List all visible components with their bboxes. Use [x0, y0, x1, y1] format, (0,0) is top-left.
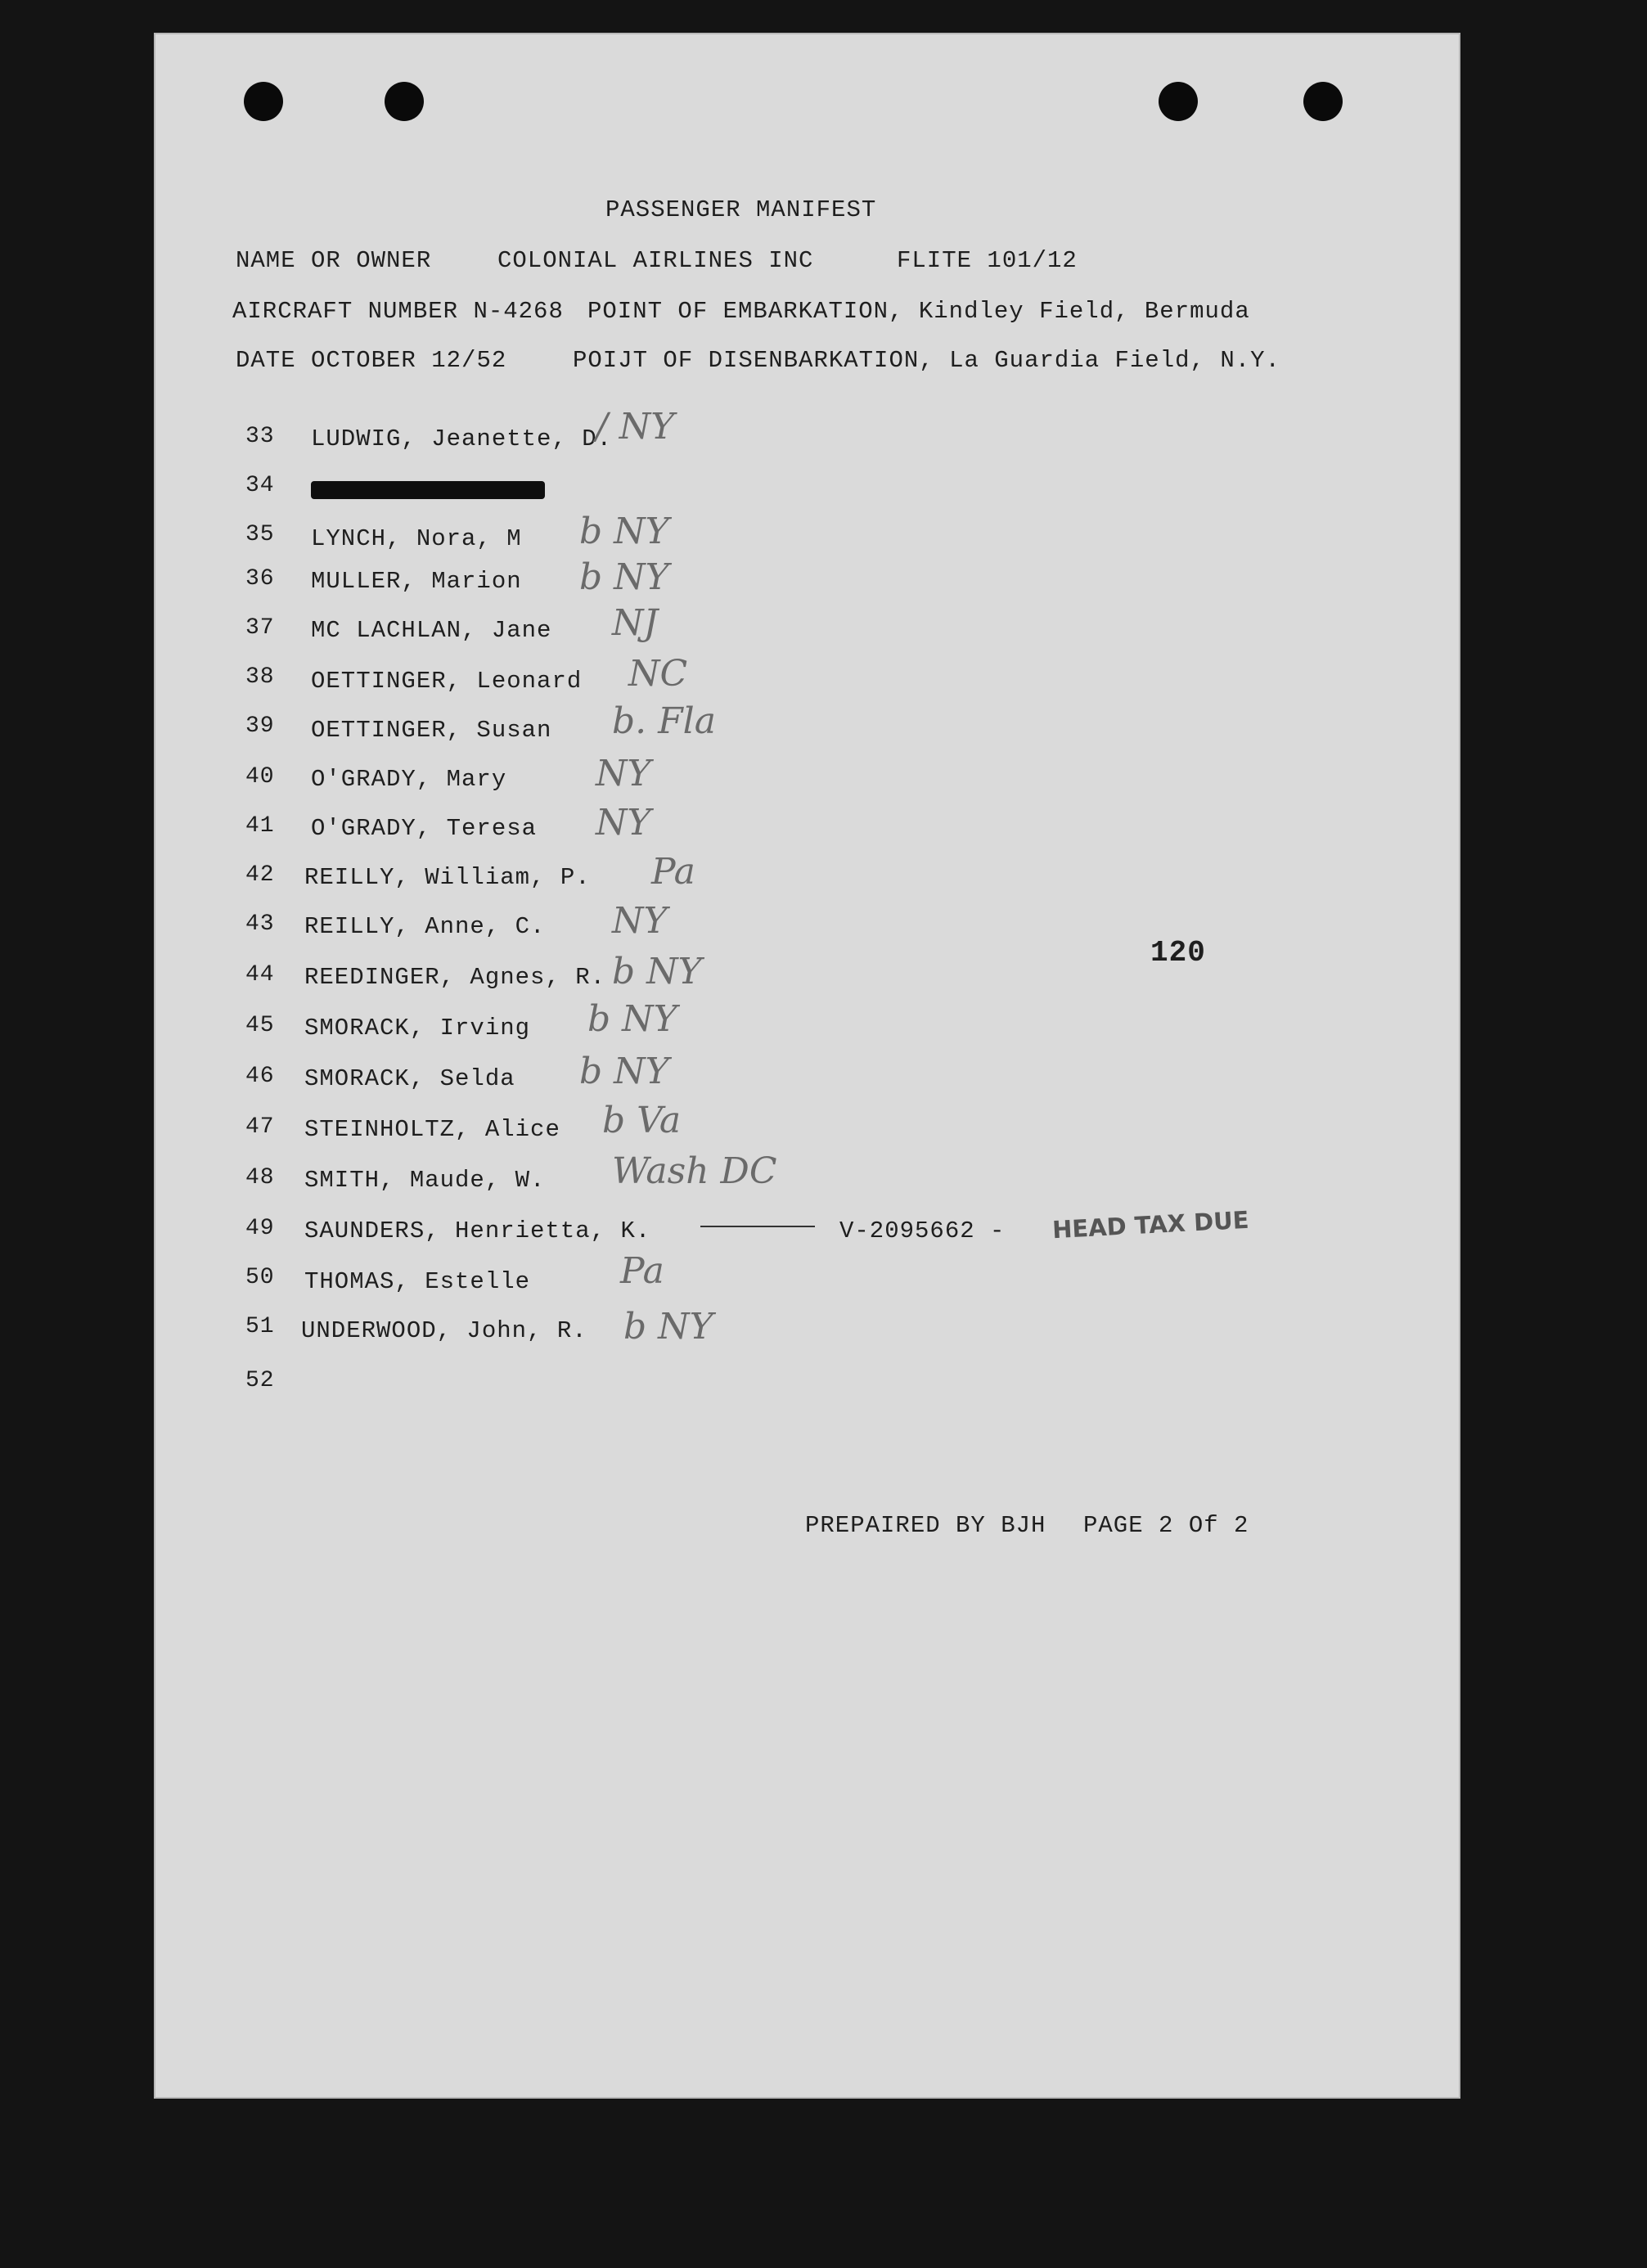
- handwritten-note: / NY: [596, 406, 675, 448]
- passenger-name: OETTINGER, Leonard: [311, 668, 583, 695]
- handwritten-note: NY: [596, 802, 651, 844]
- handwritten-note: b NY: [612, 951, 702, 992]
- row-number: 44: [245, 962, 275, 988]
- passenger-name: O'GRADY, Teresa: [311, 815, 538, 842]
- passenger-name: LUDWIG, Jeanette, D.: [311, 425, 613, 452]
- row-number: 34: [245, 473, 275, 498]
- row-number: 41: [245, 813, 275, 839]
- handwritten-note: NY: [596, 753, 651, 794]
- page-mark: 120: [1150, 936, 1206, 970]
- handwritten-note: Wash DC: [612, 1150, 777, 1192]
- passenger-name: REILLY, William, P.: [304, 864, 591, 891]
- row-number: 50: [245, 1265, 275, 1290]
- handwritten-note: b NY: [579, 556, 669, 598]
- prepared-by: PREPAIRED BY BJH: [805, 1512, 1046, 1539]
- passenger-name: LYNCH, Nora, M: [311, 525, 522, 552]
- row-number: 51: [245, 1314, 275, 1339]
- handwritten-note: NC: [628, 653, 688, 695]
- passenger-name: SMORACK, Irving: [304, 1015, 531, 1042]
- handwritten-note: b NY: [623, 1306, 713, 1348]
- manifest-sheet: [154, 33, 1460, 2099]
- flight-number: FLITE 101/12: [897, 247, 1078, 274]
- passenger-name: THOMAS, Estelle: [304, 1268, 531, 1295]
- aircraft-number: AIRCRAFT NUMBER N-4268: [232, 298, 564, 325]
- underline-rule: [700, 1226, 815, 1227]
- handwritten-note: b NY: [579, 511, 669, 552]
- handwritten-note: Pa: [651, 851, 695, 893]
- row-number: 38: [245, 664, 275, 690]
- row-number: 33: [245, 424, 275, 449]
- owner-label: NAME OR OWNER: [236, 247, 432, 274]
- passenger-name: STEINHOLTZ, Alice: [304, 1116, 560, 1143]
- handwritten-note: b NY: [587, 998, 677, 1040]
- handwritten-note: NY: [612, 900, 668, 942]
- passenger-name: SAUNDERS, Henrietta, K.: [304, 1217, 651, 1244]
- page-count: PAGE 2 Of 2: [1083, 1512, 1249, 1539]
- passenger-name: MC LACHLAN, Jane: [311, 617, 552, 644]
- embarkation: POINT OF EMBARKATION, Kindley Field, Bermuda: [587, 298, 1250, 325]
- passenger-name: SMITH, Maude, W.: [304, 1167, 546, 1194]
- row-number: 35: [245, 522, 275, 547]
- punch-hole: [385, 82, 424, 121]
- passenger-name: O'GRADY, Mary: [311, 766, 507, 793]
- passenger-name: OETTINGER, Susan: [311, 717, 552, 744]
- row-number: 40: [245, 764, 275, 790]
- row-number: 49: [245, 1216, 275, 1241]
- row-number: 42: [245, 862, 275, 888]
- passenger-name: MULLER, Marion: [311, 568, 522, 595]
- manifest-title: PASSENGER MANIFEST: [605, 196, 877, 223]
- redaction-bar: [311, 481, 545, 499]
- handwritten-note: b Va: [602, 1100, 682, 1141]
- row-number: 52: [245, 1368, 275, 1393]
- passenger-name: UNDERWOOD, John, R.: [301, 1317, 587, 1344]
- handwritten-note: b. Fla: [612, 700, 716, 742]
- row-number: 46: [245, 1064, 275, 1089]
- punch-hole: [1159, 82, 1198, 121]
- row-number: 48: [245, 1165, 275, 1190]
- punch-hole: [1303, 82, 1343, 121]
- visa-number: V-2095662 -: [839, 1217, 1006, 1244]
- row-number: 37: [245, 615, 275, 641]
- row-number: 43: [245, 911, 275, 937]
- row-number: 45: [245, 1013, 275, 1038]
- passenger-name: REEDINGER, Agnes, R.: [304, 964, 606, 991]
- head-tax-stamp: HEAD TAX DUE: [1051, 1205, 1250, 1244]
- punch-hole: [244, 82, 283, 121]
- disembarkation: POIJT OF DISENBARKATION, La Guardia Field, N.Y.: [573, 347, 1280, 374]
- passenger-name: REILLY, Anne, C.: [304, 913, 546, 940]
- handwritten-note: NJ: [612, 602, 659, 644]
- handwritten-note: b NY: [579, 1051, 669, 1092]
- manifest-date: DATE OCTOBER 12/52: [236, 347, 507, 374]
- row-number: 36: [245, 566, 275, 592]
- passenger-name: SMORACK, Selda: [304, 1065, 515, 1092]
- handwritten-note: Pa: [620, 1250, 664, 1292]
- row-number: 39: [245, 713, 275, 739]
- row-number: 47: [245, 1114, 275, 1140]
- owner-name: COLONIAL AIRLINES INC: [497, 247, 814, 274]
